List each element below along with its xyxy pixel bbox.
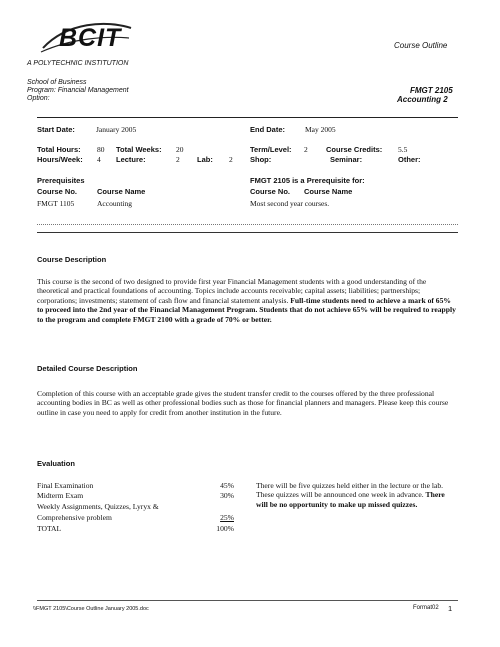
eval-row-label: Weekly Assignments, Quizzes, Lyryx & — [37, 502, 159, 511]
start-date-label: Start Date: — [37, 125, 75, 134]
evaluation-note-bold: There will be no opportunity to make up missed quizzes. — [256, 490, 445, 509]
hours-week-label: Hours/Week: — [37, 155, 83, 164]
eval-row — [37, 491, 234, 500]
institution-name: A POLYTECHNIC INSTITUTION — [27, 60, 129, 67]
prerequisites-heading: Prerequisites — [37, 176, 85, 185]
course-description-bold: Full-time students need to achieve a mark of 65% to proceed into the 2nd year of the Financial Management Program. Students that do not achieve 65% will be required to reapply to the program and complete FMGT 2100 with a grade of 70% or better. — [37, 295, 456, 324]
start-date-value: January 2005 — [96, 125, 137, 134]
eval-row — [37, 524, 234, 533]
lab-label: Lab: — [197, 155, 213, 164]
end-date-value: May 2005 — [305, 125, 336, 134]
other-label: Other: — [398, 155, 421, 164]
course-outline-label: Course Outline — [394, 41, 448, 50]
evaluation-note-normal: There will be five quizzes held either in the lecture or the lab. These quizzes will be announced one week in advance. — [256, 481, 444, 500]
eval-row — [37, 502, 234, 511]
prereq-course-no: FMGT 1105 — [37, 199, 75, 208]
bcit-logo — [37, 18, 135, 58]
course-description-normal: This course is the second of two designed to provide first year Financial Management students with a good understanding of the theoretical and practical foundations of accounting. Topics include accounts receivable; capital assets; liabilities; partnerships; corporations; investments; statement of cash flow and financial statement analysis. — [37, 277, 427, 305]
eval-row-value: 45% — [220, 481, 234, 490]
shop-label: Shop: — [250, 155, 272, 164]
detailed-description-heading: Detailed Course Description — [37, 364, 138, 373]
footer-divider — [37, 600, 458, 601]
footer-form: Format02 — [413, 605, 439, 611]
lab-value: 2 — [229, 155, 233, 164]
prereq-course-name: Accounting — [97, 199, 132, 208]
term-level-value: 2 — [304, 145, 308, 154]
prereq-for-heading: FMGT 2105 is a Prerequisite for: — [250, 176, 365, 185]
seminar-label: Seminar: — [330, 155, 363, 164]
end-date-label: End Date: — [250, 125, 286, 134]
prereq-for-col-no: Course No. — [250, 187, 291, 196]
program-name: Program: Financial Management — [27, 87, 129, 94]
lecture-value: 2 — [176, 155, 180, 164]
course-description-text — [37, 277, 458, 324]
evaluation-heading: Evaluation — [37, 459, 75, 468]
prereq-col-no: Course No. — [37, 187, 78, 196]
eval-row-value: 30% — [220, 491, 234, 500]
course-credits-value: 5.5 — [398, 145, 408, 154]
evaluation-note — [256, 481, 458, 509]
course-description-heading: Course Description — [37, 255, 107, 264]
prereq-col-name: Course Name — [97, 187, 146, 196]
option-label: Option: — [27, 95, 50, 102]
prereq-for-text: Most second year courses. — [250, 199, 330, 208]
school-name: School of Business — [27, 79, 87, 86]
prereq-for-col-name: Course Name — [304, 187, 353, 196]
logo-text: BCIT — [59, 24, 122, 52]
eval-row-label: Final Examination — [37, 481, 94, 490]
eval-row-label: TOTAL — [37, 524, 62, 533]
footer-path: \\FMGT 2105\Course Outline January 2005.doc — [33, 606, 149, 612]
course-title: Accounting 2 — [397, 95, 448, 104]
header-divider — [37, 117, 458, 118]
total-hours-label: Total Hours: — [37, 145, 81, 154]
course-code: FMGT 2105 — [410, 86, 453, 95]
eval-row — [37, 481, 234, 490]
total-weeks-label: Total Weeks: — [116, 145, 162, 154]
eval-row — [37, 513, 234, 522]
hours-week-value: 4 — [97, 155, 101, 164]
page-number: 1 — [448, 604, 453, 613]
eval-row-value: 100% — [216, 524, 234, 533]
lecture-label: Lecture: — [116, 155, 146, 164]
term-level-label: Term/Level: — [250, 145, 292, 154]
total-hours-value: 80 — [97, 145, 105, 154]
eval-row-label: Comprehensive problem — [37, 513, 112, 522]
details-divider — [37, 232, 458, 233]
dotted-separator — [37, 224, 458, 225]
eval-row-label: Midterm Exam — [37, 491, 84, 500]
eval-row-value: 25% — [220, 513, 234, 522]
course-credits-label: Course Credits: — [326, 145, 383, 154]
detailed-description-text: Completion of this course with an acceptable grade gives the student transfer credit to the courses offered by the three professional accounting bodies in BC as well as other professional bodies such as those for financial planners and managers. Please keep this course outline in case you need to apply for credit from another institution in the future. — [37, 389, 449, 417]
total-weeks-value: 20 — [176, 145, 184, 154]
